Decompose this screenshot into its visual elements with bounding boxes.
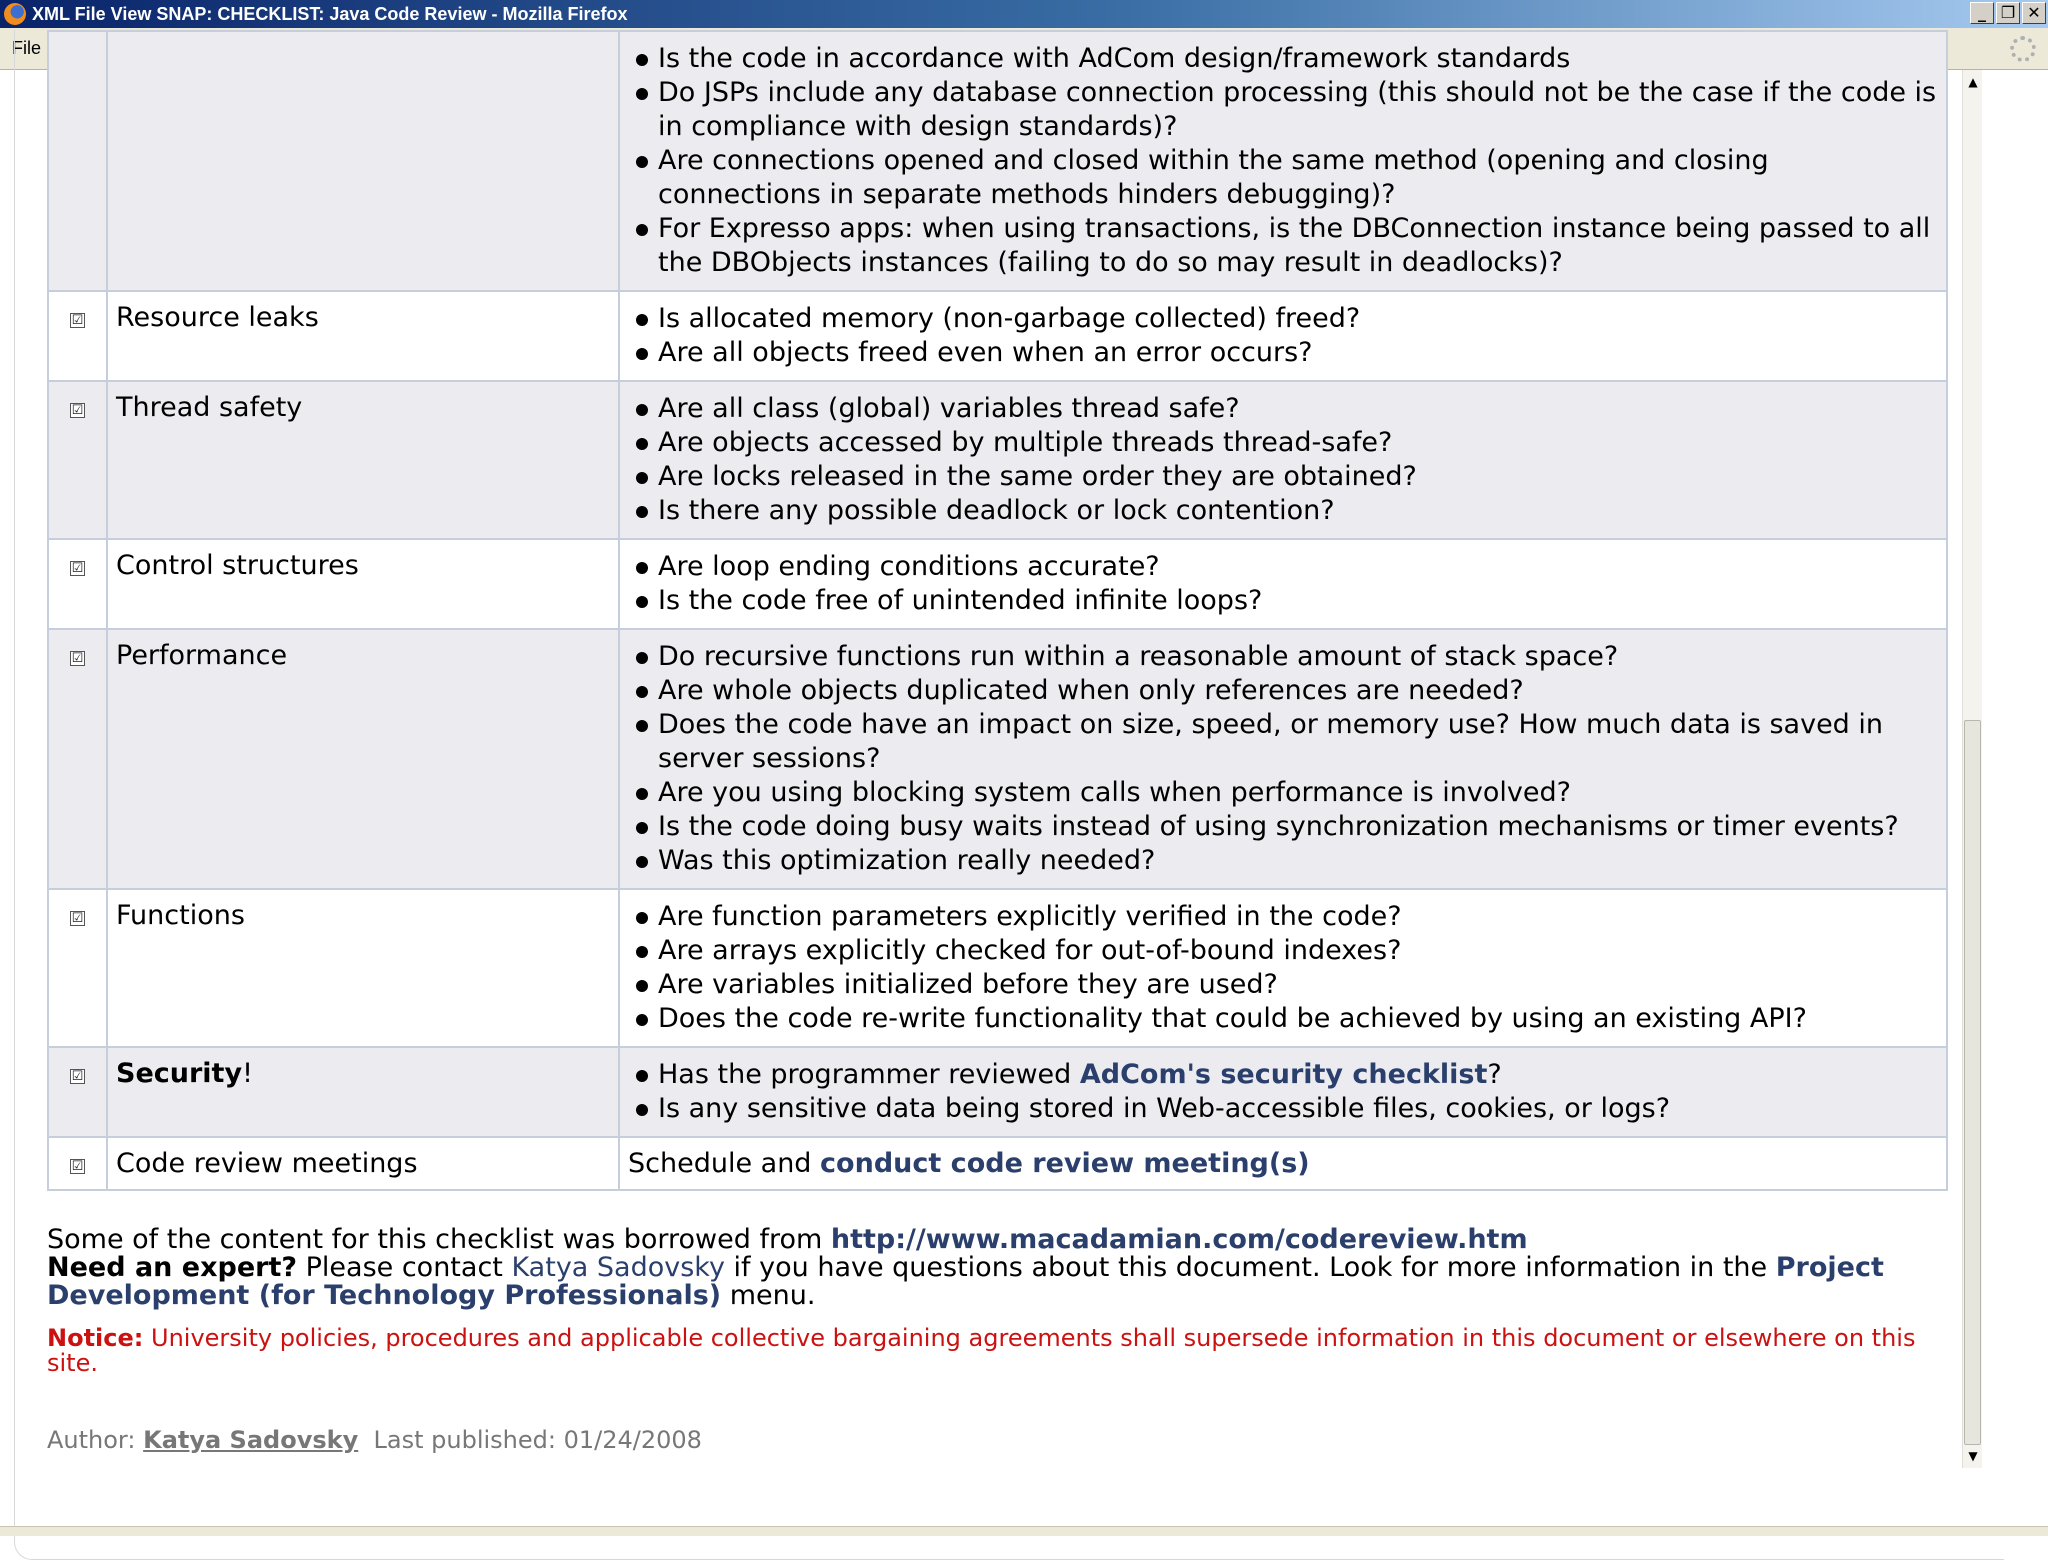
borrowed-text: Some of the content for this checklist was borrowed from bbox=[47, 1224, 831, 1255]
questions-cell bbox=[619, 31, 1947, 291]
question-item: Are locks released in the same order they are obtained? bbox=[628, 460, 1938, 494]
topic-cell: Resource leaks bbox=[107, 291, 619, 381]
macadamian-link[interactable]: http://www.macadamian.com/codereview.htm bbox=[830, 1224, 1528, 1255]
question-item: Are variables initialized before they are used? bbox=[628, 968, 1938, 1002]
topic-security-label: Security bbox=[116, 1058, 243, 1089]
question-item: Are whole objects duplicated when only references are needed? bbox=[628, 674, 1938, 708]
window-title: XML File View SNAP: CHECKLIST: Java Code Review - Mozilla Firefox bbox=[32, 3, 628, 24]
checkbox-cell bbox=[48, 1047, 107, 1137]
notice-block bbox=[47, 1326, 1947, 1376]
topic-cell-meetings: Code review meetings bbox=[107, 1137, 619, 1190]
author-label: Author: bbox=[47, 1426, 144, 1454]
checkbox-cell bbox=[48, 291, 107, 381]
checkbox-cell bbox=[48, 889, 107, 1047]
menu-file[interactable]: File bbox=[12, 38, 42, 58]
question-item: Are you using blocking system calls when performance is involved? bbox=[628, 776, 1938, 810]
question-item: Do recursive functions run within a reasonable amount of stack space? bbox=[628, 640, 1938, 674]
checkbox-checked-icon[interactable]: ☑ bbox=[71, 1069, 84, 1084]
table-row bbox=[48, 291, 1947, 381]
checklist-rows bbox=[48, 31, 1947, 1047]
table-row bbox=[48, 381, 1947, 539]
question-list bbox=[628, 302, 1938, 370]
question-list bbox=[628, 640, 1938, 878]
scroll-up-arrow-icon[interactable]: ▲ bbox=[1968, 75, 1978, 89]
loading-throbber-icon bbox=[2010, 36, 2036, 62]
question-item: Are function parameters explicitly verified in the code? bbox=[628, 900, 1938, 934]
questions-cell bbox=[619, 291, 1947, 381]
question-list bbox=[628, 1058, 1938, 1126]
table-row-meetings bbox=[48, 1137, 1947, 1190]
firefox-logo-icon bbox=[4, 3, 26, 25]
checklist-special-rows bbox=[48, 1047, 1947, 1190]
conduct-meetings-link[interactable]: conduct code review meeting(s) bbox=[820, 1148, 1310, 1179]
question-item: Is allocated memory (non-garbage collected) freed? bbox=[628, 302, 1938, 336]
topic-cell: Control structures bbox=[107, 539, 619, 629]
topic-cell: Functions bbox=[107, 889, 619, 1047]
close-button[interactable]: ✕ bbox=[2022, 2, 2046, 24]
checkbox-cell bbox=[48, 539, 107, 629]
question-item bbox=[628, 1092, 1938, 1126]
meetings-text: Schedule and bbox=[628, 1148, 821, 1179]
question-item: Are loop ending conditions accurate? bbox=[628, 550, 1938, 584]
notice-label: Notice: bbox=[47, 1324, 144, 1352]
question-text: Has the programmer reviewed bbox=[658, 1059, 1080, 1090]
question-item: Does the code have an impact on size, speed, or memory use? How much data is saved in server sessions? bbox=[628, 708, 1938, 776]
question-list bbox=[628, 392, 1938, 528]
questions-cell-security bbox=[619, 1047, 1947, 1137]
question-item: For Expresso apps: when using transactions, is the DBConnection instance being passed to all the DBObjects instances (failing to do so may result in deadlocks)? bbox=[628, 212, 1938, 280]
table-row bbox=[48, 31, 1947, 291]
status-bar bbox=[0, 1526, 2048, 1536]
question-item: Is the code in accordance with AdCom design/framework standards bbox=[628, 42, 1938, 76]
expert-text: Please contact bbox=[297, 1252, 512, 1283]
project-development-link[interactable]: Project Development (for Technology Professionals) bbox=[47, 1252, 1884, 1311]
question-item: Does the code re-write functionality that could be achieved by using an existing API? bbox=[628, 1002, 1938, 1036]
topic-cell bbox=[107, 31, 619, 291]
checkbox-cell bbox=[48, 381, 107, 539]
checkbox-cell bbox=[48, 629, 107, 889]
minimize-button[interactable]: _ bbox=[1970, 2, 1994, 24]
questions-cell bbox=[619, 629, 1947, 889]
checklist-table bbox=[47, 30, 1948, 1191]
question-item: Is there any possible deadlock or lock contention? bbox=[628, 494, 1938, 528]
question-item: Is the code free of unintended infinite loops? bbox=[628, 584, 1938, 618]
table-row bbox=[48, 889, 1947, 1047]
table-row-security bbox=[48, 1047, 1947, 1137]
author-line bbox=[47, 1426, 702, 1454]
question-item: Are all objects freed even when an error occurs? bbox=[628, 336, 1938, 370]
question-item: Are objects accessed by multiple threads thread-safe? bbox=[628, 426, 1938, 460]
checkbox-cell bbox=[48, 1137, 107, 1190]
vertical-scrollbar[interactable] bbox=[1962, 70, 1982, 1468]
question-item bbox=[628, 1058, 1938, 1092]
expert-line bbox=[47, 1254, 1947, 1310]
checkbox-checked-icon[interactable]: ☑ bbox=[71, 561, 84, 576]
topic-cell: Thread safety bbox=[107, 381, 619, 539]
question-text-suffix: ? bbox=[1487, 1059, 1502, 1090]
author-link[interactable]: Katya Sadovsky bbox=[143, 1426, 359, 1454]
footer-text bbox=[47, 1226, 1947, 1376]
question-item: Is the code doing busy waits instead of using synchronization mechanisms or timer events? bbox=[628, 810, 1938, 844]
questions-cell bbox=[619, 381, 1947, 539]
topic-cell: Performance bbox=[107, 629, 619, 889]
question-item: Are arrays explicitly checked for out-of-bound indexes? bbox=[628, 934, 1938, 968]
checkbox-checked-icon[interactable]: ☑ bbox=[71, 651, 84, 666]
checkbox-checked-icon[interactable]: ☑ bbox=[71, 1159, 84, 1174]
question-list bbox=[628, 900, 1938, 1036]
topic-cell-security bbox=[107, 1047, 619, 1137]
questions-cell bbox=[619, 889, 1947, 1047]
checkbox-checked-icon[interactable]: ☑ bbox=[71, 911, 84, 926]
borrowed-line bbox=[47, 1226, 1947, 1254]
question-item: Was this optimization really needed? bbox=[628, 844, 1938, 878]
topic-security-suffix: ! bbox=[242, 1058, 253, 1089]
checkbox-checked-icon[interactable]: ☑ bbox=[71, 403, 84, 418]
page-viewport bbox=[0, 43, 1986, 1536]
question-list bbox=[628, 42, 1938, 280]
last-published: Last published: 01/24/2008 bbox=[373, 1426, 702, 1454]
expert-text-2: if you have questions about this document. Look for more information in the bbox=[724, 1252, 1776, 1283]
scroll-down-arrow-icon[interactable]: ▼ bbox=[1968, 1449, 1978, 1463]
checkbox-cell bbox=[48, 31, 107, 291]
question-item: Are connections opened and closed within the same method (opening and closing connections in separate methods hinders debugging)? bbox=[628, 144, 1938, 212]
expert-heading: Need an expert? bbox=[47, 1252, 298, 1283]
questions-cell bbox=[619, 539, 1947, 629]
question-text: Is any sensitive data being stored in Web-accessible files, cookies, or logs? bbox=[658, 1093, 1671, 1124]
question-item: Do JSPs include any database connection processing (this should not be the case if the code is in compliance with design standards)? bbox=[628, 76, 1938, 144]
questions-cell-meetings bbox=[619, 1137, 1947, 1190]
window-controls bbox=[1970, 2, 2046, 24]
scrollbar-thumb[interactable] bbox=[1964, 720, 1981, 1445]
table-row bbox=[48, 629, 1947, 889]
expert-text-3: menu. bbox=[721, 1280, 816, 1311]
table-row bbox=[48, 539, 1947, 629]
question-list bbox=[628, 550, 1938, 618]
notice-text: University policies, procedures and applicable collective bargaining agreements shall supersede information in this document or elsewhere on this site. bbox=[47, 1324, 1916, 1377]
contact-author-link[interactable]: Katya Sadovsky bbox=[511, 1252, 725, 1283]
checkbox-checked-icon[interactable]: ☑ bbox=[71, 313, 84, 328]
question-item: Are all class (global) variables thread safe? bbox=[628, 392, 1938, 426]
restore-button[interactable]: ❐ bbox=[1996, 2, 2020, 24]
security-checklist-link[interactable]: AdCom's security checklist bbox=[1079, 1059, 1488, 1090]
window-titlebar bbox=[0, 0, 2048, 28]
